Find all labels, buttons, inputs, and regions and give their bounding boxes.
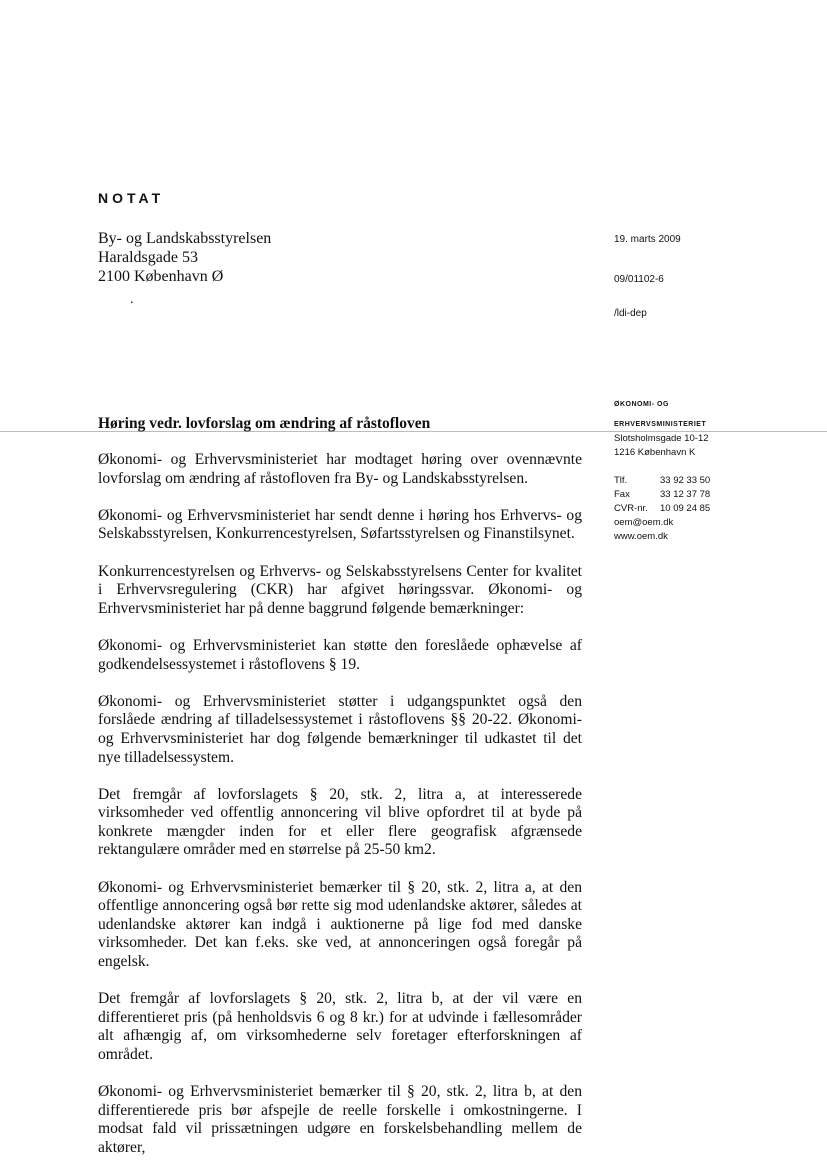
contact-email: oem@oem.dk	[614, 517, 674, 528]
recipient-street: Haraldsgade 53	[98, 249, 198, 266]
reference-number: 09/01102-6	[614, 274, 664, 285]
contact-phone-label: Tlf.	[614, 475, 628, 486]
body-paragraph: Konkurrencestyrelsen og Erhvervs- og Selskabsstyrelsens Center for kvalitet i Erhvervsregulering (CKR) har afgivet høringssvar. Økonomi- og Erhvervsministeriet har på denne baggrund følgende bemærkninger:	[98, 562, 582, 617]
body-paragraph: Økonomi- og Erhvervsministeriet har sendt denne i høring hos Erhvervs- og Selskabsstyrelsen, Konkurrencestyrelsen, Søfartsstyrelsen og Finanstilsynet.	[98, 506, 582, 543]
body-paragraph: Økonomi- og Erhvervsministeriet kan støtte den foreslåede ophævelse af godkendelsessystemet i råstoflovens § 19.	[98, 636, 582, 673]
contact-cvr	[614, 502, 710, 516]
ministry-address-street: Slotsholmsgade 10-12	[614, 433, 709, 444]
body-paragraph: Økonomi- og Erhvervsministeriet bemærker til § 20, stk. 2, litra a, at den offentlige annoncering også bør rette sig mod udenlandske aktører, således at udenlandske aktører kan indgå i auktionerne på lige fod med danske virksomheder. Det kan f.eks. ske ved, at annonceringen også foregår på engelsk.	[98, 878, 582, 971]
document-date: 19. marts 2009	[614, 234, 681, 245]
contact-cvr-label: CVR-nr.	[614, 503, 648, 514]
contact-fax-value: 33 12 37 78	[660, 489, 711, 500]
stray-mark: .	[130, 292, 134, 307]
ministry-address-city: 1216 København K	[614, 447, 696, 458]
subject-heading: Høring vedr. lovforslag om ændring af råstofloven	[98, 415, 431, 432]
recipient-address	[98, 229, 271, 286]
contact-phone-value: 33 92 33 50	[660, 475, 711, 486]
body-paragraph: Økonomi- og Erhvervsministeriet har modtaget høring over ovennævnte lovforslag om ændring af råstofloven fra By- og Landskabsstyrelsen.	[98, 451, 582, 487]
body-paragraph: Økonomi- og Erhvervsministeriet støtter i udgangspunktet også den forslåede ændring af tilladelsessystemet i råstoflovens §§ 20-22. Økonomi- og Erhvervsministeriet har dog følgende bemærkninger til udkastet til det nye tilladelsessystem.	[98, 692, 582, 766]
document-type-heading: NOTAT	[98, 190, 165, 206]
author-initials: /ldi-dep	[614, 308, 647, 319]
contact-phone	[614, 474, 710, 488]
body-paragraph: Det fremgår af lovforslagets § 20, stk. 2, litra b, at der vil være en differentieret pris (på henholdsvis 6 og 8 kr.) for at udvinde i fællesområder alt afhængig af, om virksomhederne selv foretager efterforskningen af området.	[98, 990, 582, 1063]
contact-fax	[614, 488, 710, 502]
contact-fax-label: Fax	[614, 489, 630, 500]
contact-website: www.oem.dk	[614, 531, 668, 542]
ministry-logo-text	[614, 395, 706, 435]
ministry-name-line2: ERHVERVSMINISTERIET	[614, 421, 707, 428]
contact-cvr-value: 10 09 24 85	[660, 503, 711, 514]
body-paragraph: Det fremgår af lovforslagets § 20, stk. 2, litra a, at interesserede virksomheder ved offentlig annoncering vil blive opfordret til at byde på konkrete mængder inden for et eller flere geografisk afgrænsede rektangulære områder med en størrelse på 25-50 km2.	[98, 785, 582, 859]
memo-body	[98, 451, 582, 1176]
ministry-contact-block	[614, 432, 710, 544]
recipient-name: By- og Landskabsstyrelsen	[98, 230, 272, 247]
recipient-city: 2100 København Ø	[98, 268, 224, 285]
ministry-name-line1: ØKONOMI- OG	[614, 401, 669, 408]
body-paragraph: Økonomi- og Erhvervsministeriet bemærker til § 20, stk. 2, litra b, at den differentierede pris bør afspejle de reelle forskelle i omkostningerne. I modsat fald vil prissætningen udgøre en forskelsbehandling mellem de aktører,	[98, 1083, 582, 1156]
